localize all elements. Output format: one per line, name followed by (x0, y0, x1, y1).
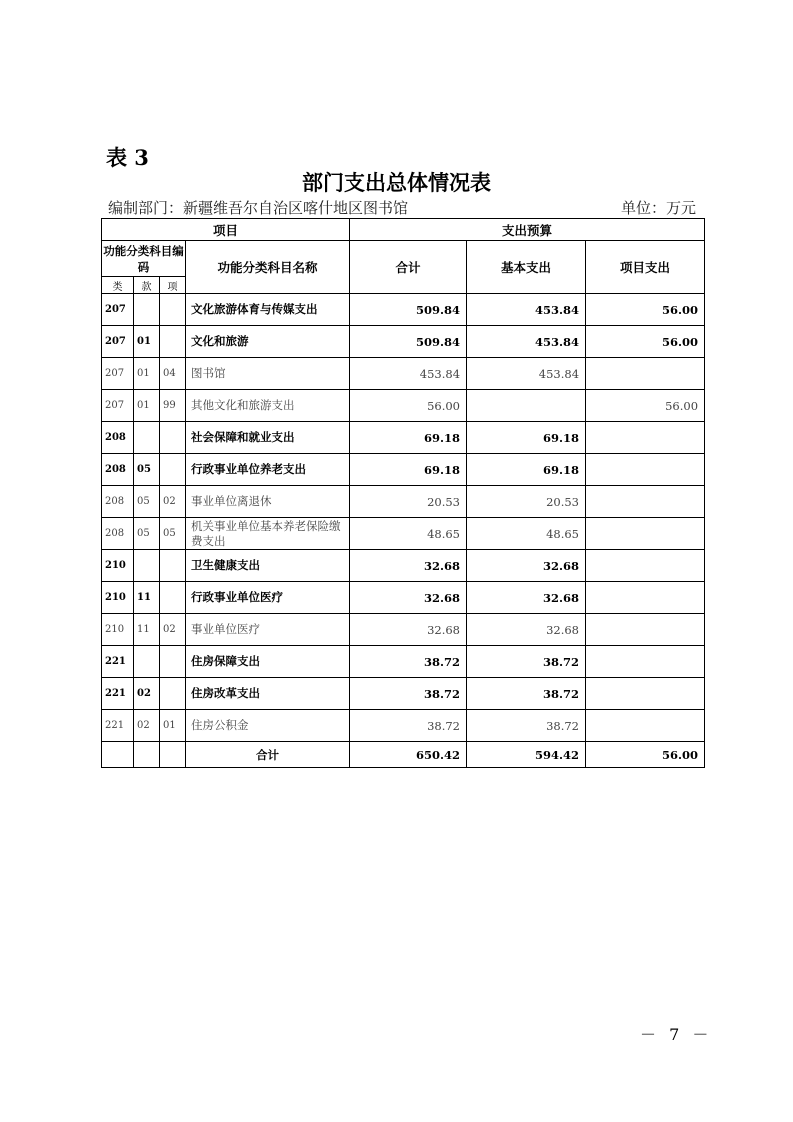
project-value (586, 518, 705, 550)
empty-cell (160, 742, 186, 768)
code-kuan: 11 (134, 614, 160, 646)
budget-table (101, 218, 705, 768)
table-label: 表 3 (106, 145, 149, 170)
code-xiang: 02 (160, 486, 186, 518)
code-lei: 210 (102, 614, 134, 646)
total-row-label: 合计 (186, 742, 350, 768)
project-value: 56.00 (586, 326, 705, 358)
code-xiang: 05 (160, 518, 186, 550)
code-lei: 221 (102, 646, 134, 678)
table-row (102, 486, 705, 518)
grand-project-value: 56.00 (586, 742, 705, 768)
grand-total-value: 650.42 (350, 742, 467, 768)
code-lei: 208 (102, 486, 134, 518)
table-row (102, 678, 705, 710)
basic-value: 32.68 (467, 550, 586, 582)
total-value: 69.18 (350, 454, 467, 486)
item-name: 文化旅游体育与传媒支出 (186, 294, 350, 326)
header-code-group: 功能分类科目编码 (102, 241, 186, 277)
basic-value: 32.68 (467, 582, 586, 614)
total-row (102, 742, 705, 768)
header-kuan: 款 (134, 277, 160, 294)
code-lei: 208 (102, 422, 134, 454)
code-lei: 210 (102, 550, 134, 582)
basic-value: 48.65 (467, 518, 586, 550)
code-lei: 221 (102, 678, 134, 710)
basic-value: 453.84 (467, 294, 586, 326)
code-lei: 208 (102, 518, 134, 550)
code-kuan: 05 (134, 486, 160, 518)
total-value: 509.84 (350, 326, 467, 358)
basic-value (467, 390, 586, 422)
code-lei: 210 (102, 582, 134, 614)
code-lei: 207 (102, 358, 134, 390)
header-lei: 类 (102, 277, 134, 294)
project-value: 56.00 (586, 390, 705, 422)
project-value (586, 710, 705, 742)
basic-value: 38.72 (467, 646, 586, 678)
item-name: 图书馆 (186, 358, 350, 390)
project-value (586, 614, 705, 646)
project-value (586, 646, 705, 678)
code-xiang (160, 550, 186, 582)
item-name: 行政事业单位医疗 (186, 582, 350, 614)
total-value: 48.65 (350, 518, 467, 550)
code-xiang: 99 (160, 390, 186, 422)
department-label: 编制部门：新疆维吾尔自治区喀什地区图书馆 (108, 199, 409, 217)
empty-cell (134, 742, 160, 768)
header-project: 项目支出 (586, 241, 705, 294)
code-lei: 207 (102, 326, 134, 358)
code-xiang (160, 582, 186, 614)
grand-basic-value: 594.42 (467, 742, 586, 768)
item-name: 住房公积金 (186, 710, 350, 742)
basic-value: 32.68 (467, 614, 586, 646)
header-item: 项目 (102, 219, 350, 241)
header-row-1 (102, 219, 705, 241)
item-name: 社会保障和就业支出 (186, 422, 350, 454)
basic-value: 453.84 (467, 358, 586, 390)
empty-cell (102, 742, 134, 768)
item-name: 事业单位医疗 (186, 614, 350, 646)
code-kuan (134, 422, 160, 454)
code-xiang (160, 326, 186, 358)
code-xiang: 01 (160, 710, 186, 742)
code-xiang: 04 (160, 358, 186, 390)
basic-value: 453.84 (467, 326, 586, 358)
total-value: 32.68 (350, 614, 467, 646)
code-xiang (160, 422, 186, 454)
project-value (586, 678, 705, 710)
total-value: 32.68 (350, 582, 467, 614)
code-kuan: 01 (134, 390, 160, 422)
table-row (102, 582, 705, 614)
project-value (586, 454, 705, 486)
project-value (586, 486, 705, 518)
project-value (586, 422, 705, 454)
basic-value: 69.18 (467, 454, 586, 486)
header-budget: 支出预算 (350, 219, 705, 241)
code-kuan (134, 294, 160, 326)
code-xiang (160, 454, 186, 486)
table-row (102, 518, 705, 550)
code-lei: 208 (102, 454, 134, 486)
code-kuan: 05 (134, 454, 160, 486)
project-value (586, 550, 705, 582)
code-xiang (160, 678, 186, 710)
page-title: 部门支出总体情况表 (302, 170, 491, 195)
table-row (102, 422, 705, 454)
project-value: 56.00 (586, 294, 705, 326)
header-total: 合计 (350, 241, 467, 294)
project-value (586, 358, 705, 390)
code-xiang (160, 294, 186, 326)
item-name: 住房保障支出 (186, 646, 350, 678)
item-name: 事业单位离退休 (186, 486, 350, 518)
code-xiang: 02 (160, 614, 186, 646)
header-row-2 (102, 241, 705, 277)
table-row (102, 646, 705, 678)
total-value: 38.72 (350, 678, 467, 710)
header-basic: 基本支出 (467, 241, 586, 294)
page-number: － 7 － (640, 1025, 713, 1044)
basic-value: 38.72 (467, 678, 586, 710)
code-kuan: 05 (134, 518, 160, 550)
total-value: 56.00 (350, 390, 467, 422)
code-kuan: 01 (134, 326, 160, 358)
total-value: 32.68 (350, 550, 467, 582)
code-lei: 207 (102, 390, 134, 422)
table-row (102, 390, 705, 422)
basic-value: 20.53 (467, 486, 586, 518)
code-kuan: 02 (134, 710, 160, 742)
code-kuan: 01 (134, 358, 160, 390)
basic-value: 38.72 (467, 710, 586, 742)
item-name: 文化和旅游 (186, 326, 350, 358)
header-name: 功能分类科目名称 (186, 241, 350, 294)
basic-value: 69.18 (467, 422, 586, 454)
item-name: 卫生健康支出 (186, 550, 350, 582)
code-xiang (160, 646, 186, 678)
item-name: 其他文化和旅游支出 (186, 390, 350, 422)
table-row (102, 358, 705, 390)
table-row (102, 550, 705, 582)
code-kuan (134, 550, 160, 582)
code-kuan: 11 (134, 582, 160, 614)
code-lei: 207 (102, 294, 134, 326)
header-xiang: 项 (160, 277, 186, 294)
code-kuan: 02 (134, 678, 160, 710)
table-row (102, 454, 705, 486)
total-value: 69.18 (350, 422, 467, 454)
table-row (102, 326, 705, 358)
item-name: 行政事业单位养老支出 (186, 454, 350, 486)
table-row (102, 294, 705, 326)
table-row (102, 614, 705, 646)
item-name: 机关事业单位基本养老保险缴费支出 (186, 518, 350, 550)
total-value: 509.84 (350, 294, 467, 326)
code-kuan (134, 646, 160, 678)
item-name: 住房改革支出 (186, 678, 350, 710)
project-value (586, 582, 705, 614)
code-lei: 221 (102, 710, 134, 742)
total-value: 38.72 (350, 646, 467, 678)
total-value: 20.53 (350, 486, 467, 518)
unit-label: 单位：万元 (620, 199, 696, 217)
total-value: 38.72 (350, 710, 467, 742)
table-row (102, 710, 705, 742)
total-value: 453.84 (350, 358, 467, 390)
